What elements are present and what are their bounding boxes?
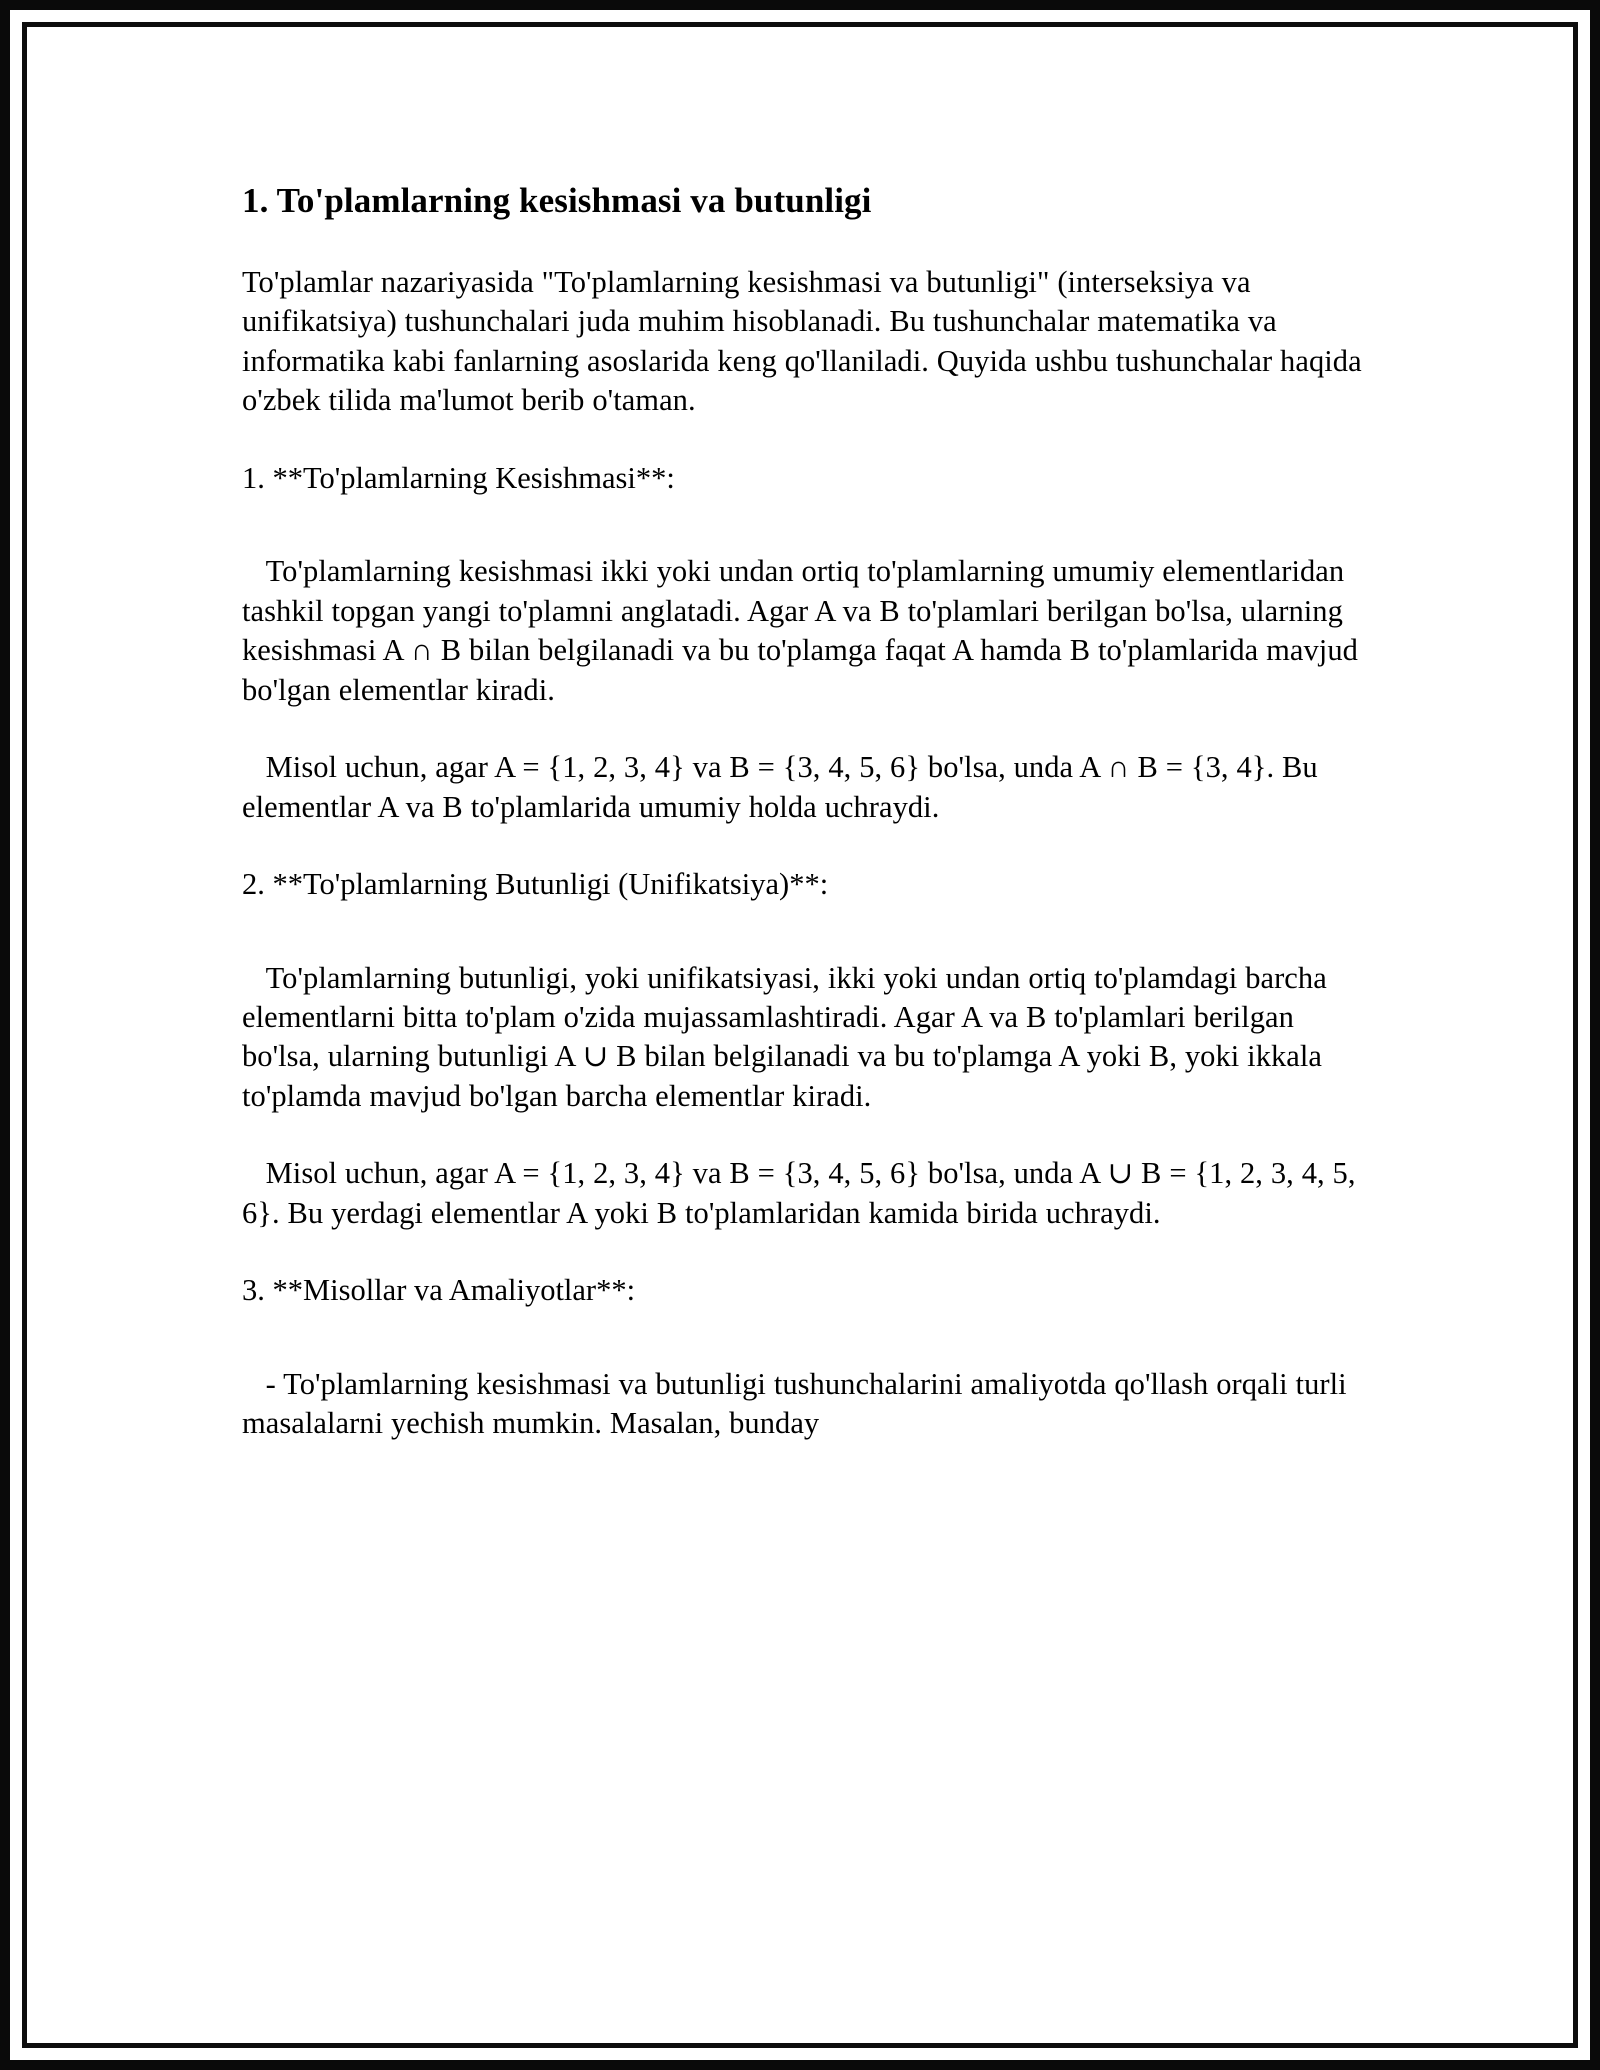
section-body-examples: - To'plamlarning kesishmasi va butunligi tushunchalarini amaliyotda qo'llash orqali turli masalalarni yechish mumkin. Masalan, bunday xyxy=(242,1366,1347,1441)
page-title: 1. To'plamlarning kesishmasi va butunligi xyxy=(242,181,872,220)
intro-paragraph: To'plamlar nazariyasida "To'plamlarning kesishmasi va butunligi" (interseksiya va unifikatsiya) tushunchalari juda muhim hisoblanadi. Bu tushunchalar matematika va informatika kabi fanlarning asoslarida keng qo'llaniladi. Quyida ushbu tushunchalar haqida o'zbek tilida ma'lumot berib o'taman. xyxy=(242,264,1362,418)
section-heading-intersection: 1. **To'plamlarning Kesishmasi**: xyxy=(242,460,675,495)
section-example-union: Misol uchun, agar A = {1, 2, 3, 4} va B = {3, 4, 5, 6} bo'lsa, unda A ∪ B = {1, 2, 3, 4, 5, 6}. Bu yerdagi elementlar A yoki B to'plamlaridan kamida birida uchraydi. xyxy=(242,1156,1356,1230)
section-body-union: To'plamlarning butunligi, yoki unifikatsiyasi, ikki yoki undan ortiq to'plamdagi barcha elementlarni bitta to'plam o'zida mujassamlashtiradi. Agar A va B to'plamlari berilgan bo'lsa, ularning butunligi A ∪ B bilan belgilanadi va bu to'plamga A yoki B, yoki ikkala to'plamda mavjud bo'lgan barcha elementlar kiradi. xyxy=(242,960,1327,1113)
section-example-intersection: Misol uchun, agar A = {1, 2, 3, 4} va B = {3, 4, 5, 6} bo'lsa, unda A ∩ B = {3, 4}. Bu elementlar A va B to'plamlarida umumiy holda uchraydi. xyxy=(242,750,1318,824)
section-heading-union: 2. **To'plamlarning Butunligi (Unifikatsiya)**: xyxy=(242,867,829,902)
document-content xyxy=(242,180,1372,1482)
section-body-intersection: To'plamlarning kesishmasi ikki yoki undan ortiq to'plamlarning umumiy elementlaridan tashkil topgan yangi to'plamni anglatadi. Agar A va B to'plamlari berilgan bo'lsa, ularning kesishmasi A ∩ B bilan belgilanadi va bu to'plamga faqat A hamda B to'plamlarida mavjud bo'lgan elementlar kiradi. xyxy=(242,554,1358,707)
section-heading-examples: 3. **Misollar va Amaliyotlar**: xyxy=(242,1273,636,1308)
